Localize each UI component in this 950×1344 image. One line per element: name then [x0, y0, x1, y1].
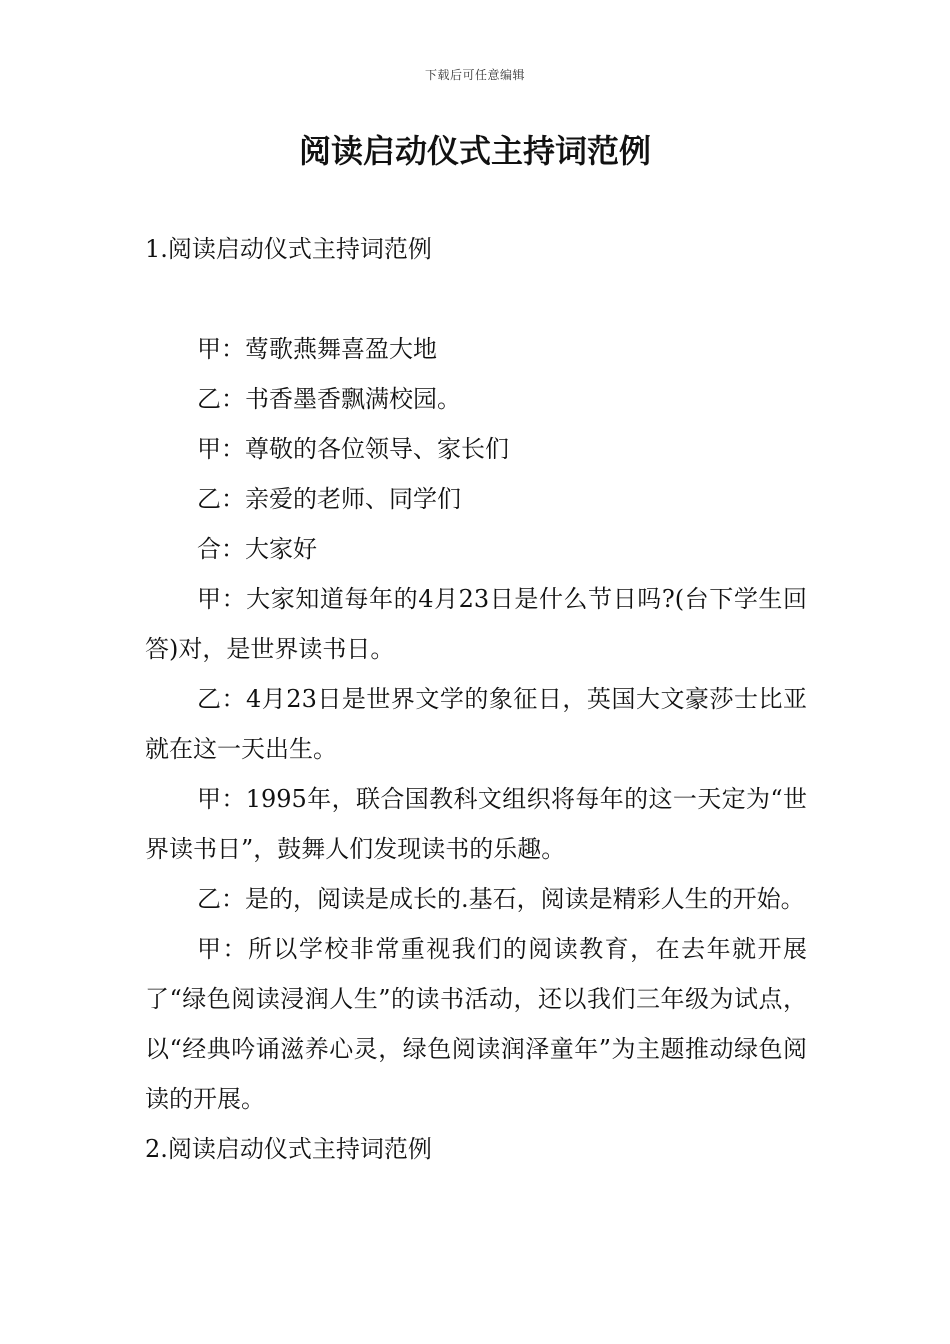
paragraph-5: 合：大家好 [197, 535, 317, 563]
paragraph-3: 甲：尊敬的各位领导、家长们 [197, 435, 509, 463]
section-2-heading: 2.阅读启动仪式主持词范例 [145, 1135, 432, 1163]
paragraph-9: 乙：是的，阅读是成长的.基石，阅读是精彩人生的开始。 [197, 885, 805, 913]
section-1-heading: 1.阅读启动仪式主持词范例 [145, 235, 432, 263]
paragraph-4: 乙：亲爱的老师、同学们 [197, 485, 461, 513]
paragraph-8: 甲：1995年，联合国教科文组织将每年的这一天定为“世界读书日”，鼓舞人们发现读书的乐趣。 [145, 785, 807, 863]
document-body [145, 224, 807, 1174]
paragraph-10: 甲：所以学校非常重视我们的阅读教育，在去年就开展了“绿色阅读浸润人生”的读书活动，还以我们三年级为试点，以“经典吟诵滋养心灵，绿色阅读润泽童年”为主题推动绿色阅读的开展。 [145, 935, 807, 1113]
document-title: 阅读启动仪式主持词范例 [298, 132, 651, 170]
paragraph-6: 甲：大家知道每年的4月23日是什么节日吗?(台下学生回答)对，是世界读书日。 [145, 585, 807, 663]
header-note: 下载后可任意编辑 [424, 68, 525, 82]
paragraph-2: 乙：书香墨香飘满校园。 [197, 385, 461, 413]
paragraph-7: 乙：4月23日是世界文学的象征日，英国大文豪莎士比亚就在这一天出生。 [145, 685, 807, 763]
paragraph-1: 甲：莺歌燕舞喜盈大地 [197, 335, 437, 363]
